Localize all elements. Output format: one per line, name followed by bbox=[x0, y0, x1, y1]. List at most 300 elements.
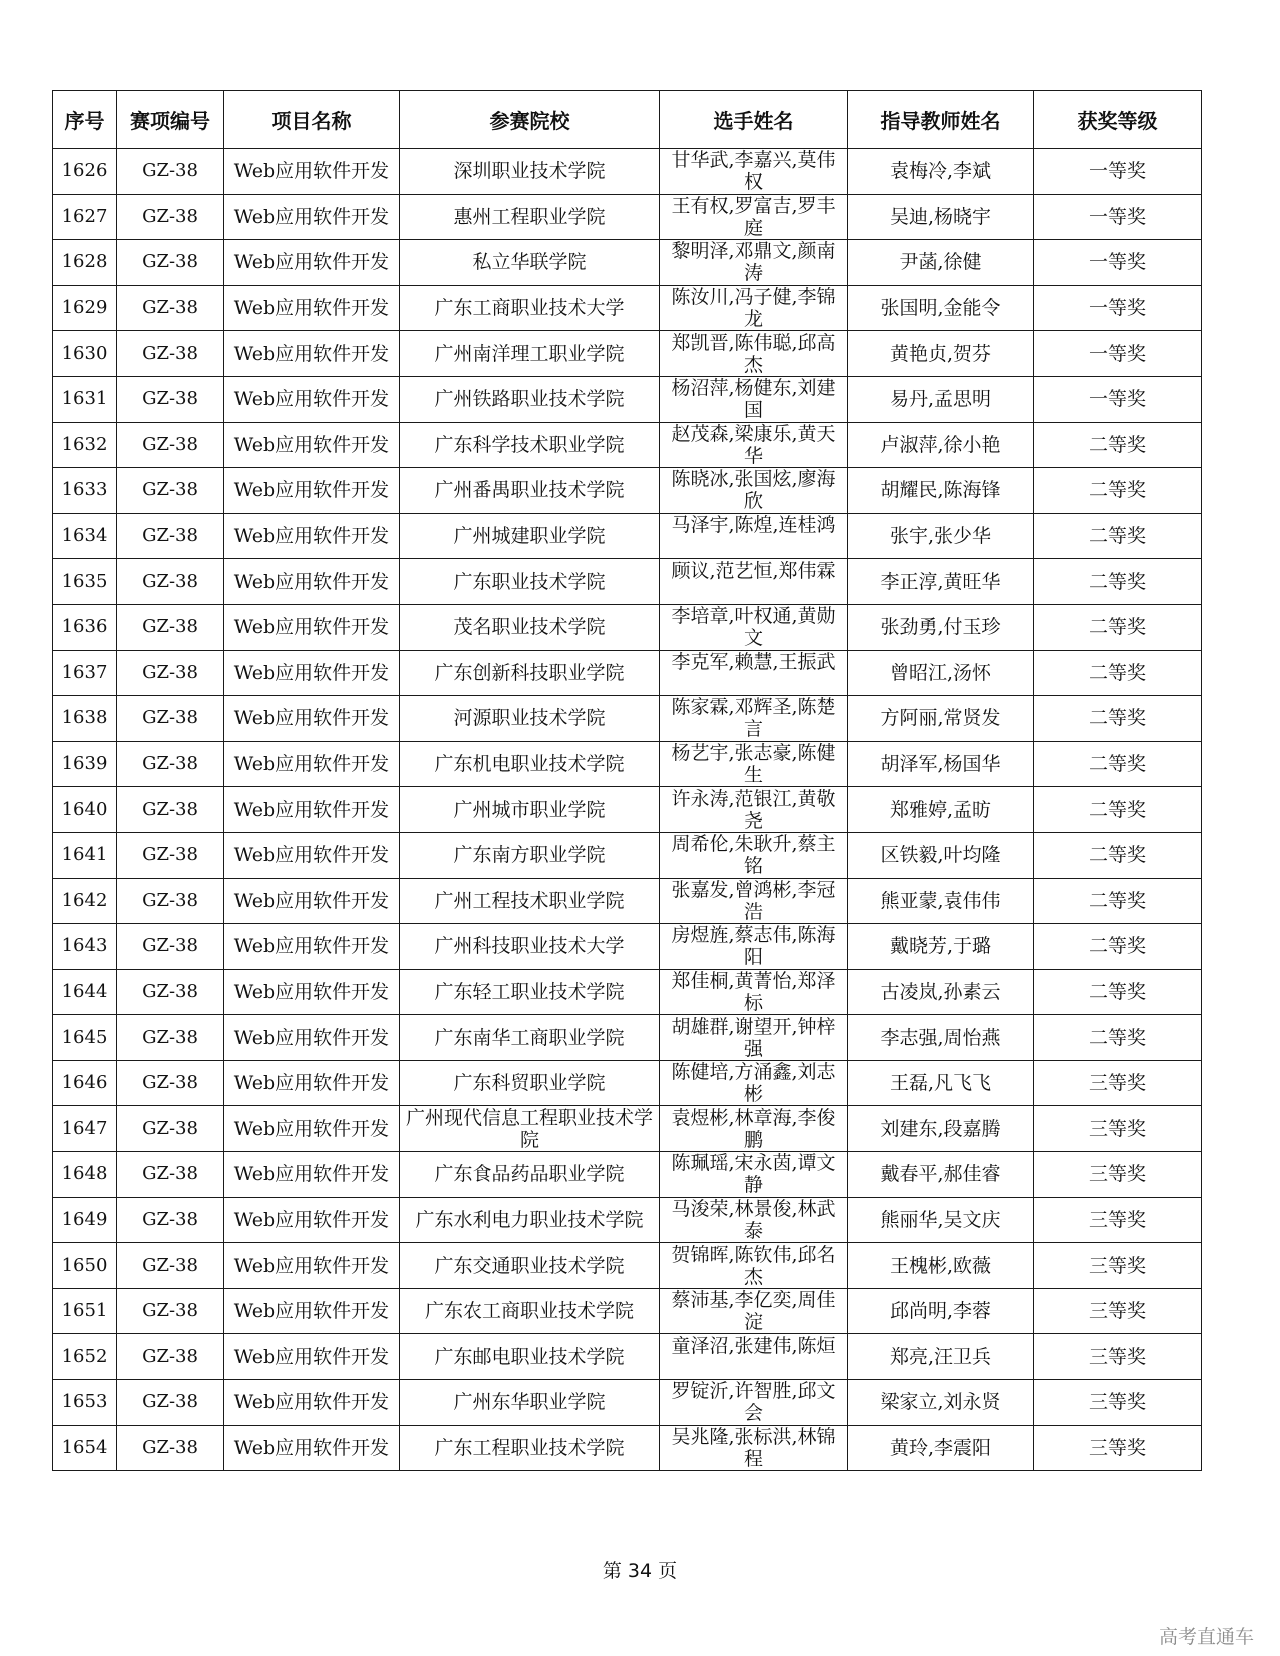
cell-school bbox=[400, 604, 660, 650]
cell-instructors: 王磊,凡飞飞 bbox=[848, 1060, 1034, 1106]
cell-serial: 1633 bbox=[53, 468, 117, 514]
cell-event-code: GZ-38 bbox=[117, 1425, 224, 1471]
table-row bbox=[53, 696, 1202, 742]
cell-students-text: 童泽沼,张建伟,陈烜 bbox=[671, 1334, 836, 1357]
cell-project-name: Web应用软件开发 bbox=[224, 285, 400, 331]
cell-serial: 1639 bbox=[53, 741, 117, 787]
table-row bbox=[53, 376, 1202, 422]
table-row bbox=[53, 924, 1202, 970]
cell-project-name: Web应用软件开发 bbox=[224, 1425, 400, 1471]
cell-instructors: 古凌岚,孙素云 bbox=[848, 969, 1034, 1015]
cell-award-level: 三等奖 bbox=[1034, 1152, 1202, 1198]
cell-students-text: 陈晓冰,张国炫,廖海欣 bbox=[671, 468, 836, 513]
cell-school bbox=[400, 1425, 660, 1471]
cell-project-name: Web应用软件开发 bbox=[224, 1060, 400, 1106]
cell-award-level: 一等奖 bbox=[1034, 331, 1202, 377]
cell-school bbox=[400, 513, 660, 559]
cell-students bbox=[660, 331, 848, 377]
cell-instructors: 刘建东,段嘉腾 bbox=[848, 1106, 1034, 1152]
cell-school-text: 广东邮电职业技术学院 bbox=[434, 1345, 625, 1368]
table-row bbox=[53, 468, 1202, 514]
cell-project-name: Web应用软件开发 bbox=[224, 1380, 400, 1426]
cell-students-text: 陈家霖,邓辉圣,陈楚言 bbox=[671, 696, 836, 741]
cell-school-text: 茂名职业技术学院 bbox=[453, 616, 606, 639]
cell-serial: 1642 bbox=[53, 878, 117, 924]
cell-event-code: GZ-38 bbox=[117, 1152, 224, 1198]
cell-project-name: Web应用软件开发 bbox=[224, 331, 400, 377]
cell-instructors: 熊亚蒙,袁伟伟 bbox=[848, 878, 1034, 924]
cell-serial: 1654 bbox=[53, 1425, 117, 1471]
cell-project-name: Web应用软件开发 bbox=[224, 650, 400, 696]
cell-students bbox=[660, 149, 848, 195]
cell-students-text: 胡雄群,谢望开,钟梓强 bbox=[671, 1015, 836, 1060]
cell-school-text: 惠州工程职业学院 bbox=[453, 205, 606, 228]
cell-students-text: 吴兆隆,张标洪,林锦程 bbox=[671, 1425, 836, 1470]
cell-students-text: 马浚荣,林景俊,林武泰 bbox=[671, 1197, 836, 1242]
cell-event-code: GZ-38 bbox=[117, 969, 224, 1015]
cell-students-text: 蔡沛基,李亿奕,周佳淀 bbox=[671, 1289, 836, 1334]
cell-project-name: Web应用软件开发 bbox=[224, 696, 400, 742]
cell-instructors: 尹菡,徐健 bbox=[848, 240, 1034, 286]
cell-school bbox=[400, 194, 660, 240]
cell-project-name: Web应用软件开发 bbox=[224, 1288, 400, 1334]
cell-students bbox=[660, 468, 848, 514]
cell-students-text: 赵茂森,梁康乐,黄天华 bbox=[671, 422, 836, 467]
cell-school bbox=[400, 1197, 660, 1243]
cell-serial: 1651 bbox=[53, 1288, 117, 1334]
cell-school bbox=[400, 832, 660, 878]
cell-school-text: 广州城建职业学院 bbox=[453, 525, 606, 548]
table-row bbox=[53, 422, 1202, 468]
cell-award-level: 三等奖 bbox=[1034, 1425, 1202, 1471]
cell-project-name: Web应用软件开发 bbox=[224, 149, 400, 195]
cell-students bbox=[660, 650, 848, 696]
table-row bbox=[53, 513, 1202, 559]
cell-serial: 1640 bbox=[53, 787, 117, 833]
cell-school-text: 广东科贸职业学院 bbox=[453, 1072, 606, 1095]
cell-students bbox=[660, 696, 848, 742]
cell-students-text: 张嘉发,曾鸿彬,李冠浩 bbox=[671, 878, 836, 923]
cell-award-level: 二等奖 bbox=[1034, 969, 1202, 1015]
cell-award-level: 三等奖 bbox=[1034, 1243, 1202, 1289]
cell-serial: 1647 bbox=[53, 1106, 117, 1152]
cell-students bbox=[660, 1152, 848, 1198]
cell-students bbox=[660, 376, 848, 422]
cell-instructors: 熊丽华,吴文庆 bbox=[848, 1197, 1034, 1243]
table-row bbox=[53, 650, 1202, 696]
cell-students-text: 陈汝川,冯子健,李锦龙 bbox=[671, 286, 836, 331]
cell-school-text: 河源职业技术学院 bbox=[453, 707, 606, 730]
cell-school-text: 广州番禺职业技术学院 bbox=[434, 479, 625, 502]
cell-event-code: GZ-38 bbox=[117, 1015, 224, 1061]
cell-event-code: GZ-38 bbox=[117, 832, 224, 878]
cell-school-text: 广州科技职业技术大学 bbox=[434, 935, 625, 958]
cell-event-code: GZ-38 bbox=[117, 513, 224, 559]
cell-project-name: Web应用软件开发 bbox=[224, 924, 400, 970]
cell-instructors: 戴春平,郝佳睿 bbox=[848, 1152, 1034, 1198]
cell-event-code: GZ-38 bbox=[117, 422, 224, 468]
results-table bbox=[52, 90, 1202, 1471]
cell-school-text: 深圳职业技术学院 bbox=[453, 160, 606, 183]
cell-award-level: 二等奖 bbox=[1034, 1015, 1202, 1061]
cell-students bbox=[660, 1197, 848, 1243]
cell-students bbox=[660, 741, 848, 787]
cell-instructors: 区铁毅,叶均隆 bbox=[848, 832, 1034, 878]
cell-students bbox=[660, 832, 848, 878]
cell-award-level: 二等奖 bbox=[1034, 513, 1202, 559]
cell-instructors: 曾昭江,汤怀 bbox=[848, 650, 1034, 696]
header-students: 选手姓名 bbox=[660, 91, 848, 149]
cell-school-text: 广州铁路职业技术学院 bbox=[434, 388, 625, 411]
cell-students bbox=[660, 1060, 848, 1106]
cell-school bbox=[400, 422, 660, 468]
cell-event-code: GZ-38 bbox=[117, 331, 224, 377]
cell-instructors: 李志强,周怡燕 bbox=[848, 1015, 1034, 1061]
cell-event-code: GZ-38 bbox=[117, 1060, 224, 1106]
cell-instructors: 胡耀民,陈海锋 bbox=[848, 468, 1034, 514]
cell-project-name: Web应用软件开发 bbox=[224, 787, 400, 833]
cell-award-level: 一等奖 bbox=[1034, 149, 1202, 195]
cell-school-text: 广东南华工商职业学院 bbox=[434, 1026, 625, 1049]
cell-serial: 1631 bbox=[53, 376, 117, 422]
cell-students bbox=[660, 1425, 848, 1471]
cell-students bbox=[660, 878, 848, 924]
cell-event-code: GZ-38 bbox=[117, 240, 224, 286]
table-row bbox=[53, 1060, 1202, 1106]
cell-school-text: 广东轻工职业技术学院 bbox=[434, 980, 625, 1003]
cell-students bbox=[660, 1106, 848, 1152]
cell-serial: 1626 bbox=[53, 149, 117, 195]
cell-instructors: 卢淑萍,徐小艳 bbox=[848, 422, 1034, 468]
header-event-code: 赛项编号 bbox=[117, 91, 224, 149]
cell-students bbox=[660, 194, 848, 240]
cell-school-text: 广州东华职业学院 bbox=[453, 1391, 606, 1414]
cell-event-code: GZ-38 bbox=[117, 650, 224, 696]
header-award-level: 获奖等级 bbox=[1034, 91, 1202, 149]
cell-project-name: Web应用软件开发 bbox=[224, 468, 400, 514]
cell-school bbox=[400, 331, 660, 377]
cell-school bbox=[400, 1243, 660, 1289]
cell-school-text: 广东南方职业学院 bbox=[453, 844, 606, 867]
cell-students-text: 顾议,范艺恒,郑伟霖 bbox=[671, 559, 836, 582]
cell-serial: 1643 bbox=[53, 924, 117, 970]
cell-serial: 1653 bbox=[53, 1380, 117, 1426]
cell-school-text: 广东机电职业技术学院 bbox=[434, 753, 625, 776]
cell-instructors: 张国明,金能令 bbox=[848, 285, 1034, 331]
cell-event-code: GZ-38 bbox=[117, 376, 224, 422]
cell-event-code: GZ-38 bbox=[117, 924, 224, 970]
cell-project-name: Web应用软件开发 bbox=[224, 878, 400, 924]
cell-students-text: 罗锭沂,许智胜,邱文会 bbox=[671, 1380, 836, 1425]
cell-school-text: 广东农工商职业技术学院 bbox=[424, 1300, 634, 1323]
cell-serial: 1645 bbox=[53, 1015, 117, 1061]
cell-serial: 1641 bbox=[53, 832, 117, 878]
cell-award-level: 一等奖 bbox=[1034, 240, 1202, 286]
page-number: 第 34 页 bbox=[602, 1560, 678, 1582]
cell-project-name: Web应用软件开发 bbox=[224, 969, 400, 1015]
cell-school bbox=[400, 924, 660, 970]
cell-event-code: GZ-38 bbox=[117, 149, 224, 195]
cell-school-text: 广州现代信息工程职业技术学院 bbox=[405, 1106, 653, 1151]
cell-award-level: 一等奖 bbox=[1034, 194, 1202, 240]
cell-event-code: GZ-38 bbox=[117, 1197, 224, 1243]
cell-instructors: 黄艳贞,贺芬 bbox=[848, 331, 1034, 377]
cell-event-code: GZ-38 bbox=[117, 285, 224, 331]
cell-instructors: 张劲勇,付玉珍 bbox=[848, 604, 1034, 650]
cell-serial: 1652 bbox=[53, 1334, 117, 1380]
cell-serial: 1634 bbox=[53, 513, 117, 559]
table-row bbox=[53, 1334, 1202, 1380]
cell-school bbox=[400, 149, 660, 195]
header-serial: 序号 bbox=[53, 91, 117, 149]
cell-students-text: 黎明泽,邓鼎文,颜南涛 bbox=[671, 240, 836, 285]
cell-school bbox=[400, 1152, 660, 1198]
cell-students bbox=[660, 513, 848, 559]
cell-students bbox=[660, 969, 848, 1015]
cell-students bbox=[660, 1334, 848, 1380]
table-row bbox=[53, 878, 1202, 924]
cell-event-code: GZ-38 bbox=[117, 1106, 224, 1152]
table-row bbox=[53, 149, 1202, 195]
cell-students bbox=[660, 240, 848, 286]
table-row bbox=[53, 1380, 1202, 1426]
table-row bbox=[53, 969, 1202, 1015]
cell-students bbox=[660, 1015, 848, 1061]
cell-award-level: 一等奖 bbox=[1034, 285, 1202, 331]
cell-school bbox=[400, 240, 660, 286]
cell-students-text: 袁煜彬,林章海,李俊鹏 bbox=[671, 1106, 836, 1151]
cell-serial: 1637 bbox=[53, 650, 117, 696]
cell-students bbox=[660, 787, 848, 833]
table-header bbox=[53, 91, 1202, 149]
cell-instructors: 方阿丽,常贤发 bbox=[848, 696, 1034, 742]
cell-event-code: GZ-38 bbox=[117, 1334, 224, 1380]
cell-project-name: Web应用软件开发 bbox=[224, 194, 400, 240]
header-row bbox=[53, 91, 1202, 149]
cell-award-level: 二等奖 bbox=[1034, 422, 1202, 468]
cell-school-text: 广东水利电力职业技术学院 bbox=[415, 1208, 644, 1231]
cell-students-text: 甘华武,李嘉兴,莫伟权 bbox=[671, 149, 836, 194]
cell-students-text: 郑凯晋,陈伟聪,邱高杰 bbox=[671, 331, 836, 376]
cell-school bbox=[400, 1288, 660, 1334]
table-row bbox=[53, 194, 1202, 240]
cell-instructors: 易丹,孟思明 bbox=[848, 376, 1034, 422]
cell-project-name: Web应用软件开发 bbox=[224, 1197, 400, 1243]
cell-students-text: 王有权,罗富吉,罗丰庭 bbox=[671, 194, 836, 239]
cell-students bbox=[660, 924, 848, 970]
cell-serial: 1632 bbox=[53, 422, 117, 468]
cell-students-text: 李克军,赖慧,王振武 bbox=[671, 650, 836, 673]
cell-serial: 1649 bbox=[53, 1197, 117, 1243]
cell-school bbox=[400, 468, 660, 514]
cell-serial: 1635 bbox=[53, 559, 117, 605]
cell-students bbox=[660, 1243, 848, 1289]
cell-students bbox=[660, 1288, 848, 1334]
table-row bbox=[53, 604, 1202, 650]
cell-serial: 1648 bbox=[53, 1152, 117, 1198]
cell-school bbox=[400, 559, 660, 605]
cell-students bbox=[660, 422, 848, 468]
cell-award-level: 三等奖 bbox=[1034, 1288, 1202, 1334]
table-row bbox=[53, 285, 1202, 331]
cell-school-text: 广东工商职业技术大学 bbox=[434, 297, 625, 320]
results-table-wrapper bbox=[52, 90, 1201, 1471]
cell-project-name: Web应用软件开发 bbox=[224, 513, 400, 559]
cell-students-text: 李培章,叶权通,黄勋文 bbox=[671, 605, 836, 650]
cell-students-text: 陈珮瑶,宋永茵,谭文静 bbox=[671, 1152, 836, 1197]
cell-students-text: 郑佳桐,黄菁怡,郑泽标 bbox=[671, 969, 836, 1014]
cell-project-name: Web应用软件开发 bbox=[224, 1334, 400, 1380]
cell-school-text: 广州城市职业学院 bbox=[453, 798, 606, 821]
cell-school bbox=[400, 878, 660, 924]
cell-serial: 1646 bbox=[53, 1060, 117, 1106]
cell-school-text: 广东职业技术学院 bbox=[453, 570, 606, 593]
cell-award-level: 三等奖 bbox=[1034, 1060, 1202, 1106]
cell-school-text: 广东科学技术职业学院 bbox=[434, 433, 625, 456]
table-row bbox=[53, 1106, 1202, 1152]
cell-school-text: 广东食品药品职业学院 bbox=[434, 1163, 625, 1186]
cell-students-text: 周希伦,朱耿升,蔡主铭 bbox=[671, 833, 836, 878]
cell-event-code: GZ-38 bbox=[117, 194, 224, 240]
cell-award-level: 二等奖 bbox=[1034, 559, 1202, 605]
cell-school bbox=[400, 376, 660, 422]
cell-instructors: 郑亮,汪卫兵 bbox=[848, 1334, 1034, 1380]
cell-project-name: Web应用软件开发 bbox=[224, 604, 400, 650]
cell-award-level: 三等奖 bbox=[1034, 1197, 1202, 1243]
cell-award-level: 三等奖 bbox=[1034, 1380, 1202, 1426]
cell-event-code: GZ-38 bbox=[117, 468, 224, 514]
cell-award-level: 二等奖 bbox=[1034, 696, 1202, 742]
cell-school-text: 私立华联学院 bbox=[472, 251, 587, 274]
table-row bbox=[53, 741, 1202, 787]
watermark: 高考直通车 bbox=[1158, 1626, 1254, 1648]
table-body bbox=[53, 149, 1202, 1471]
cell-award-level: 二等奖 bbox=[1034, 832, 1202, 878]
table-row bbox=[53, 832, 1202, 878]
cell-instructors: 王槐彬,欧薇 bbox=[848, 1243, 1034, 1289]
cell-event-code: GZ-38 bbox=[117, 787, 224, 833]
cell-serial: 1627 bbox=[53, 194, 117, 240]
cell-project-name: Web应用软件开发 bbox=[224, 1015, 400, 1061]
cell-students-text: 马泽宇,陈煌,连桂鸿 bbox=[671, 514, 836, 537]
cell-students-text: 贺锦晖,陈钦伟,邱名杰 bbox=[671, 1243, 836, 1288]
cell-project-name: Web应用软件开发 bbox=[224, 832, 400, 878]
cell-award-level: 二等奖 bbox=[1034, 650, 1202, 696]
cell-serial: 1636 bbox=[53, 604, 117, 650]
cell-award-level: 一等奖 bbox=[1034, 376, 1202, 422]
cell-instructors: 梁家立,刘永贤 bbox=[848, 1380, 1034, 1426]
table-row bbox=[53, 787, 1202, 833]
cell-students-text: 杨艺宇,张志豪,陈健生 bbox=[671, 742, 836, 787]
cell-award-level: 二等奖 bbox=[1034, 924, 1202, 970]
header-project-name: 项目名称 bbox=[224, 91, 400, 149]
cell-project-name: Web应用软件开发 bbox=[224, 240, 400, 286]
cell-instructors: 黄玲,李震阳 bbox=[848, 1425, 1034, 1471]
cell-students-text: 陈健培,方涌鑫,刘志彬 bbox=[671, 1061, 836, 1106]
cell-students bbox=[660, 285, 848, 331]
cell-serial: 1630 bbox=[53, 331, 117, 377]
cell-students bbox=[660, 1380, 848, 1426]
cell-instructors: 郑雅婷,孟昉 bbox=[848, 787, 1034, 833]
cell-school bbox=[400, 1380, 660, 1426]
header-school: 参赛院校 bbox=[400, 91, 660, 149]
table-row bbox=[53, 1197, 1202, 1243]
cell-event-code: GZ-38 bbox=[117, 878, 224, 924]
cell-students-text: 杨沼萍,杨健东,刘建国 bbox=[671, 377, 836, 422]
cell-award-level: 二等奖 bbox=[1034, 741, 1202, 787]
cell-project-name: Web应用软件开发 bbox=[224, 1106, 400, 1152]
cell-school bbox=[400, 1060, 660, 1106]
cell-instructors: 戴晓芳,于璐 bbox=[848, 924, 1034, 970]
cell-instructors: 吴迪,杨晓宇 bbox=[848, 194, 1034, 240]
cell-school bbox=[400, 1015, 660, 1061]
cell-instructors: 袁梅冷,李斌 bbox=[848, 149, 1034, 195]
cell-project-name: Web应用软件开发 bbox=[224, 741, 400, 787]
table-row bbox=[53, 1425, 1202, 1471]
cell-project-name: Web应用软件开发 bbox=[224, 422, 400, 468]
cell-school-text: 广东交通职业技术学院 bbox=[434, 1254, 625, 1277]
cell-serial: 1638 bbox=[53, 696, 117, 742]
table-row bbox=[53, 331, 1202, 377]
cell-instructors: 李正淳,黄旺华 bbox=[848, 559, 1034, 605]
cell-students-text: 房煜旌,蔡志伟,陈海阳 bbox=[671, 924, 836, 969]
cell-school bbox=[400, 1106, 660, 1152]
cell-school bbox=[400, 1334, 660, 1380]
cell-event-code: GZ-38 bbox=[117, 1380, 224, 1426]
cell-event-code: GZ-38 bbox=[117, 1288, 224, 1334]
header-instructors: 指导教师姓名 bbox=[848, 91, 1034, 149]
cell-school bbox=[400, 969, 660, 1015]
table-row bbox=[53, 240, 1202, 286]
cell-award-level: 二等奖 bbox=[1034, 878, 1202, 924]
cell-school bbox=[400, 741, 660, 787]
cell-school bbox=[400, 285, 660, 331]
cell-event-code: GZ-38 bbox=[117, 604, 224, 650]
cell-event-code: GZ-38 bbox=[117, 1243, 224, 1289]
cell-school bbox=[400, 787, 660, 833]
cell-school-text: 广州南洋理工职业学院 bbox=[434, 342, 625, 365]
cell-students bbox=[660, 604, 848, 650]
cell-award-level: 三等奖 bbox=[1034, 1106, 1202, 1152]
cell-school-text: 广州工程技术职业学院 bbox=[434, 889, 625, 912]
cell-serial: 1629 bbox=[53, 285, 117, 331]
cell-award-level: 三等奖 bbox=[1034, 1334, 1202, 1380]
cell-project-name: Web应用软件开发 bbox=[224, 559, 400, 605]
cell-school bbox=[400, 696, 660, 742]
cell-award-level: 二等奖 bbox=[1034, 787, 1202, 833]
cell-serial: 1628 bbox=[53, 240, 117, 286]
table-row bbox=[53, 559, 1202, 605]
cell-project-name: Web应用软件开发 bbox=[224, 1152, 400, 1198]
cell-award-level: 二等奖 bbox=[1034, 604, 1202, 650]
cell-event-code: GZ-38 bbox=[117, 696, 224, 742]
cell-award-level: 二等奖 bbox=[1034, 468, 1202, 514]
cell-serial: 1644 bbox=[53, 969, 117, 1015]
cell-instructors: 胡泽军,杨国华 bbox=[848, 741, 1034, 787]
cell-instructors: 邱尚明,李蓉 bbox=[848, 1288, 1034, 1334]
cell-event-code: GZ-38 bbox=[117, 741, 224, 787]
cell-school-text: 广东创新科技职业学院 bbox=[434, 661, 625, 684]
table-row bbox=[53, 1288, 1202, 1334]
cell-instructors: 张宇,张少华 bbox=[848, 513, 1034, 559]
cell-students-text: 许永涛,范银江,黄敬尧 bbox=[671, 787, 836, 832]
cell-event-code: GZ-38 bbox=[117, 559, 224, 605]
table-row bbox=[53, 1015, 1202, 1061]
table-row bbox=[53, 1243, 1202, 1289]
cell-serial: 1650 bbox=[53, 1243, 117, 1289]
table-row bbox=[53, 1152, 1202, 1198]
cell-school bbox=[400, 650, 660, 696]
